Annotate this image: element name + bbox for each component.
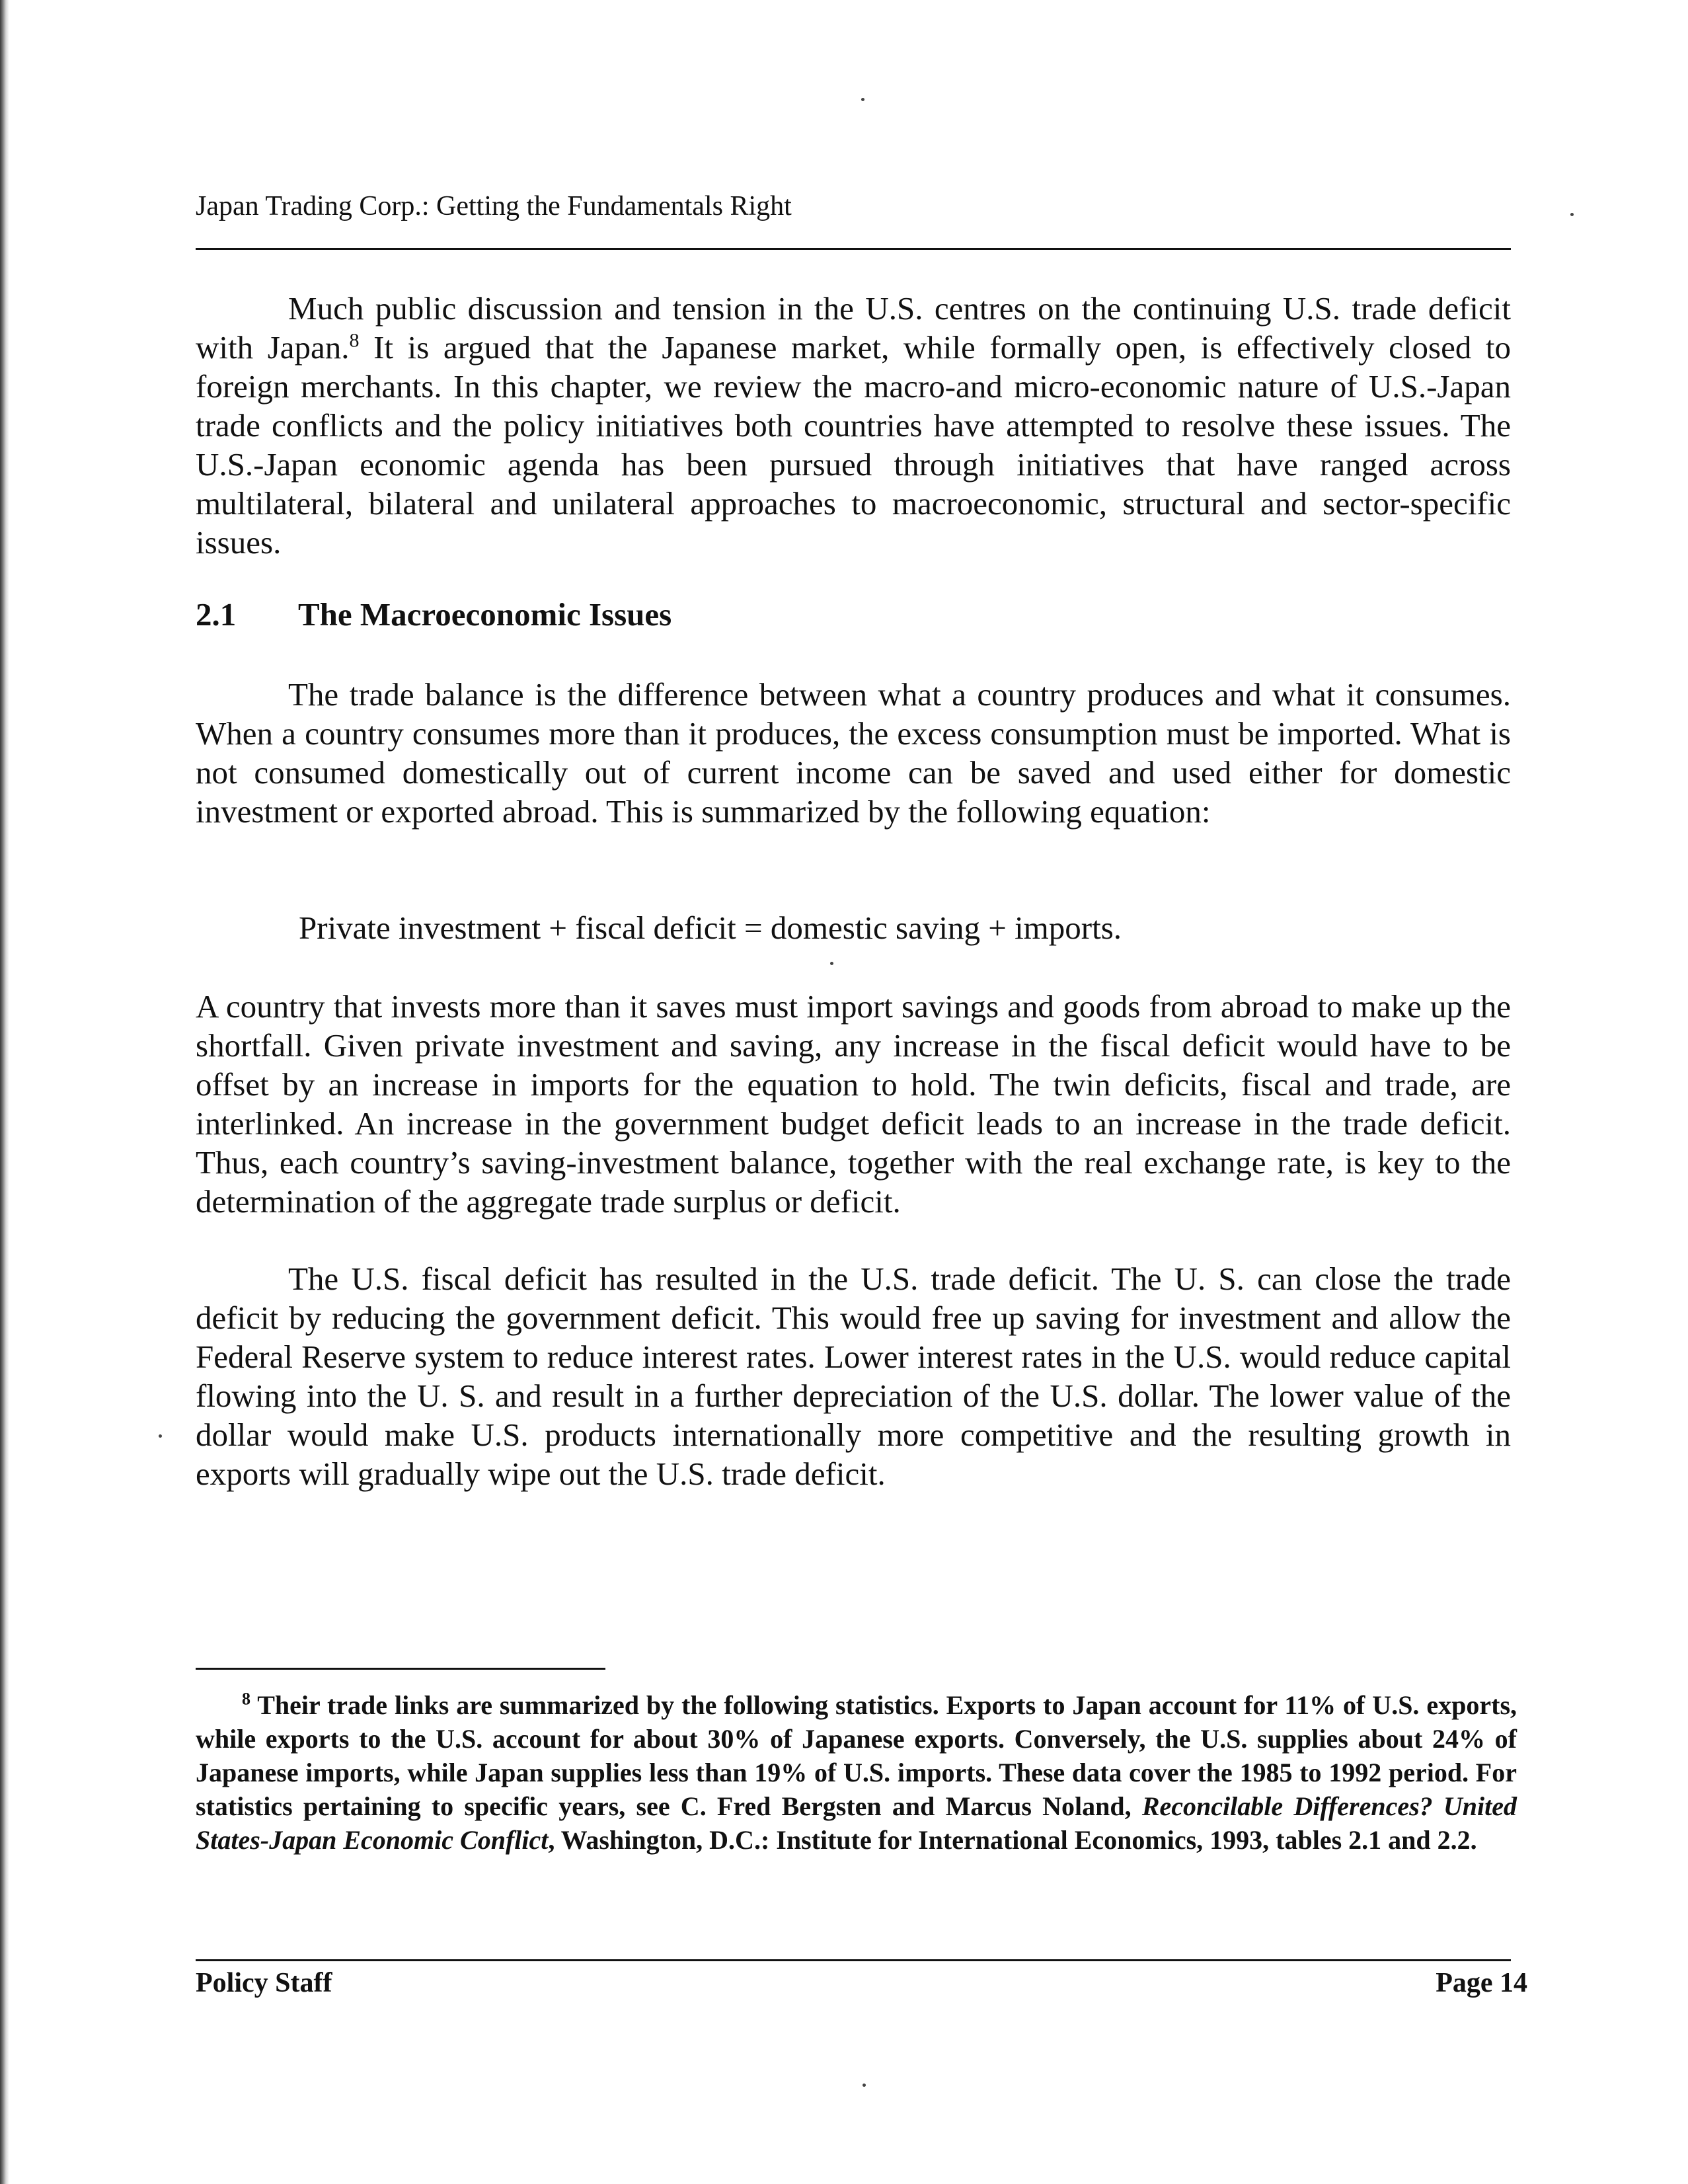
footnote-text: Their trade links are summarized by the following statistics. Exports to Japan account for 11% of U.S. exports, while exports to the U.S. account for about 30% of Japanese exports. Conversely, the U.S. supplies about 24% of Japanese imports, while Japan supplies less than 19% of U.S. imports. These data cover the 1985 to 1992 period. For statistics pertaining to specific years, see C. Fred Bergsten and Marcus Noland, [196, 1690, 1517, 1821]
footer-author: Policy Staff [196, 1968, 332, 1998]
savings-investment-equation: Private investment + fiscal deficit = domestic saving + imports. [299, 910, 1122, 946]
footnote [196, 1688, 1517, 1857]
intro-text-start: Much public discussion and tension in the U.S. centres on the continuing U.S. trade deficit with Japan. [196, 290, 1511, 366]
footnote-reference: 8 [349, 329, 360, 352]
twin-deficits-paragraph: A country that invests more than it saves must import savings and goods from abroad to make up the shortfall. Given private investment and saving, any increase in the fiscal deficit would have to be offset by an increase in imports for the equation to hold. The twin deficits, fiscal and trade, are interlinked. An increase in the government budget deficit leads to an increase in the trade deficit. Thus, each country’s saving-investment balance, together with the real exchange rate, is key to the determination of the aggregate trade surplus or deficit. [196, 988, 1511, 1220]
trade-balance-paragraph: The trade balance is the difference between what a country produces and what it consumes. When a country consumes more than it produces, the excess consumption must be imported. What is not consumed domestically out of current income can be saved and used either for domestic investment or exported abroad. This is summarized by the following equation: [196, 676, 1511, 830]
running-header: Japan Trading Corp.: Getting the Fundamentals Right [196, 191, 792, 221]
scan-speck [861, 98, 864, 101]
intro-paragraph [196, 289, 1511, 562]
section-number: 2.1 [196, 596, 237, 633]
scan-edge-shadow [0, 0, 9, 2184]
intro-text-end: It is argued that the Japanese market, while formally open, is effectively closed to foreign merchants. In this chapter, we review the macro-and micro-economic nature of U.S.-Japan trade conflicts and the policy initiatives both countries have attempted to resolve these issues. The U.S.-Japan economic agenda has been pursued through initiatives that have ranged across multilateral, bilateral and unilateral approaches to macroeconomic, structural and sector-specific issues. [196, 329, 1512, 561]
footer-rule [196, 1959, 1511, 1961]
fiscal-deficit-paragraph: The U.S. fiscal deficit has resulted in the U.S. trade deficit. The U. S. can close the trade deficit by reducing the government deficit. This would free up saving for investment and allow the Federal Reserve system to reduce interest rates. Lower interest rates in the U.S. would reduce capital flowing into the U. S. and result in a further depreciation of the U.S. dollar. The lower value of the dollar would make U.S. products internationally more competitive and the resulting growth in exports will gradually wipe out the U.S. trade deficit. [196, 1261, 1511, 1492]
scan-speck [830, 962, 833, 965]
page-number: Page 14 [1436, 1968, 1527, 1998]
footnote-publisher: , Washington, D.C.: Institute for International Economics, 1993, tables 2.1 and 2.2. [548, 1825, 1477, 1855]
section-title: The Macroeconomic Issues [298, 596, 672, 633]
footnote-mark: 8 [242, 1689, 250, 1709]
scan-speck [863, 2084, 866, 2087]
footnote-separator [196, 1668, 605, 1670]
scan-speck [159, 1434, 162, 1438]
scan-speck [1570, 213, 1574, 216]
footnote-book-title: Reconcilable Differences? United States-Japan Economic Conflict [196, 1791, 1517, 1855]
header-rule [196, 248, 1511, 250]
section-heading [196, 595, 671, 635]
